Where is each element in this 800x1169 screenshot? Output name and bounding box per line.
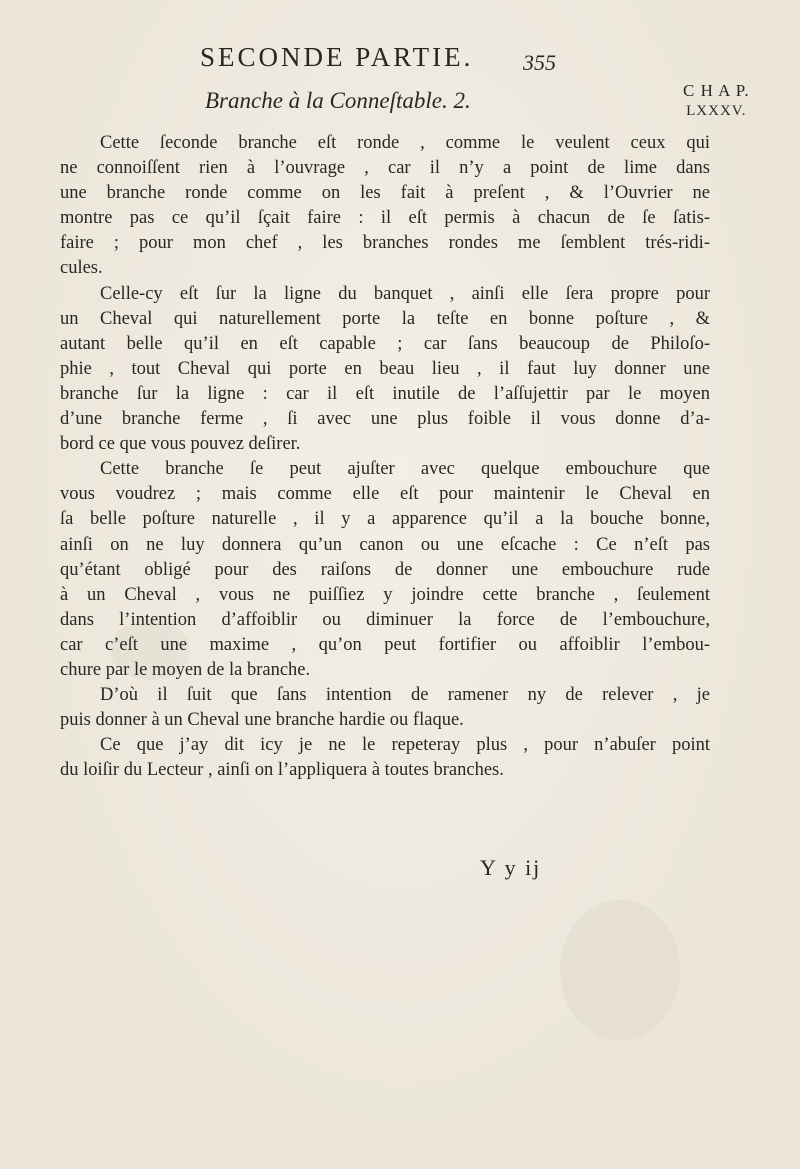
text-line: puis donner à un Cheval une branche hardie ou flaque.: [60, 710, 464, 731]
text-line: ne connoiſſent rien à l’ouvrage , car il n’y a point de lime dans: [60, 158, 710, 179]
text-line: à un Cheval , vous ne puiſſiez y joindre cette branche , ſeulement: [60, 584, 710, 605]
running-head: SECONDE PARTIE.: [200, 42, 474, 72]
text-line: une branche ronde comme on les fait à preſent , & l’Ouvrier ne: [60, 183, 710, 204]
page-number: 355: [523, 50, 556, 75]
chapter-label-line2: LXXXV.: [686, 103, 747, 119]
text-line: bord ce que vous pouvez deſirer.: [60, 434, 301, 455]
text-line: faire ; pour mon chef , les branches rondes me ſemblent trés-ridi-: [60, 233, 710, 254]
text-line: car c’eſt une maxime , qu’on peut fortifier ou affoiblir l’embou-: [60, 634, 710, 655]
text-line: chure par le moyen de la branche.: [60, 659, 311, 680]
text-line: D’où il ſuit que ſans intention de ramener ny de relever , je: [100, 685, 710, 706]
text-line: Cette ſeconde branche eſt ronde , comme le veulent ceux qui: [100, 133, 710, 153]
text-line: phie , tout Cheval qui porte en beau lieu , il faut luy donner une: [60, 358, 710, 379]
text-line: Cette branche ſe peut ajuſter avec quelque embouchure que: [100, 459, 710, 480]
text-line: Ce que j’ay dit icy je ne le repeteray plus , pour n’abuſer point: [100, 735, 710, 756]
text-line: Celle-cy eſt ſur la ligne du banquet , ainſi elle ſera propre pour: [100, 283, 710, 304]
chapter-label: [683, 80, 750, 122]
text-line: cules.: [60, 258, 103, 279]
section-title: Branche à la Conneſtable. 2.: [205, 88, 471, 113]
text-line: ainſi on ne luy donnera qu’un canon ou une eſcache : Ce n’eſt pas: [60, 534, 710, 555]
text-line: vous voudrez ; mais comme elle eſt pour maintenir le Cheval en: [60, 484, 710, 505]
text-line: branche ſur la ligne : car il eſt inutile de l’aſſujettir par le moyen: [60, 383, 710, 404]
paper-stain: [560, 900, 680, 1040]
text-line: du loiſir du Lecteur , ainſi on l’appliquera à toutes branches.: [60, 760, 504, 781]
text-line: dans l’intention d’affoiblir ou diminuer la force de l’embouchure,: [60, 609, 710, 630]
text-line: qu’étant obligé pour des raiſons de donner une embouchure rude: [60, 559, 710, 580]
chapter-label-line1: C H A P.: [683, 81, 750, 100]
text-line: d’une branche ferme , ſi avec une plus foible il vous donne d’a-: [60, 409, 710, 430]
body-text: [60, 131, 710, 783]
text-line: ſa belle poſture naturelle , il y a apparence qu’il a la bouche bonne,: [60, 509, 710, 530]
text-line: montre pas ce qu’il ſçait faire : il eſt permis à chacun de ſe ſatis-: [60, 208, 710, 229]
text-line: un Cheval qui naturellement porte la teſte en bonne poſture , &: [60, 308, 710, 329]
text-line: autant belle qu’il en eſt capable ; car ſans beaucoup de Philoſo-: [60, 333, 710, 354]
signature-mark: Y y ij: [480, 855, 542, 880]
